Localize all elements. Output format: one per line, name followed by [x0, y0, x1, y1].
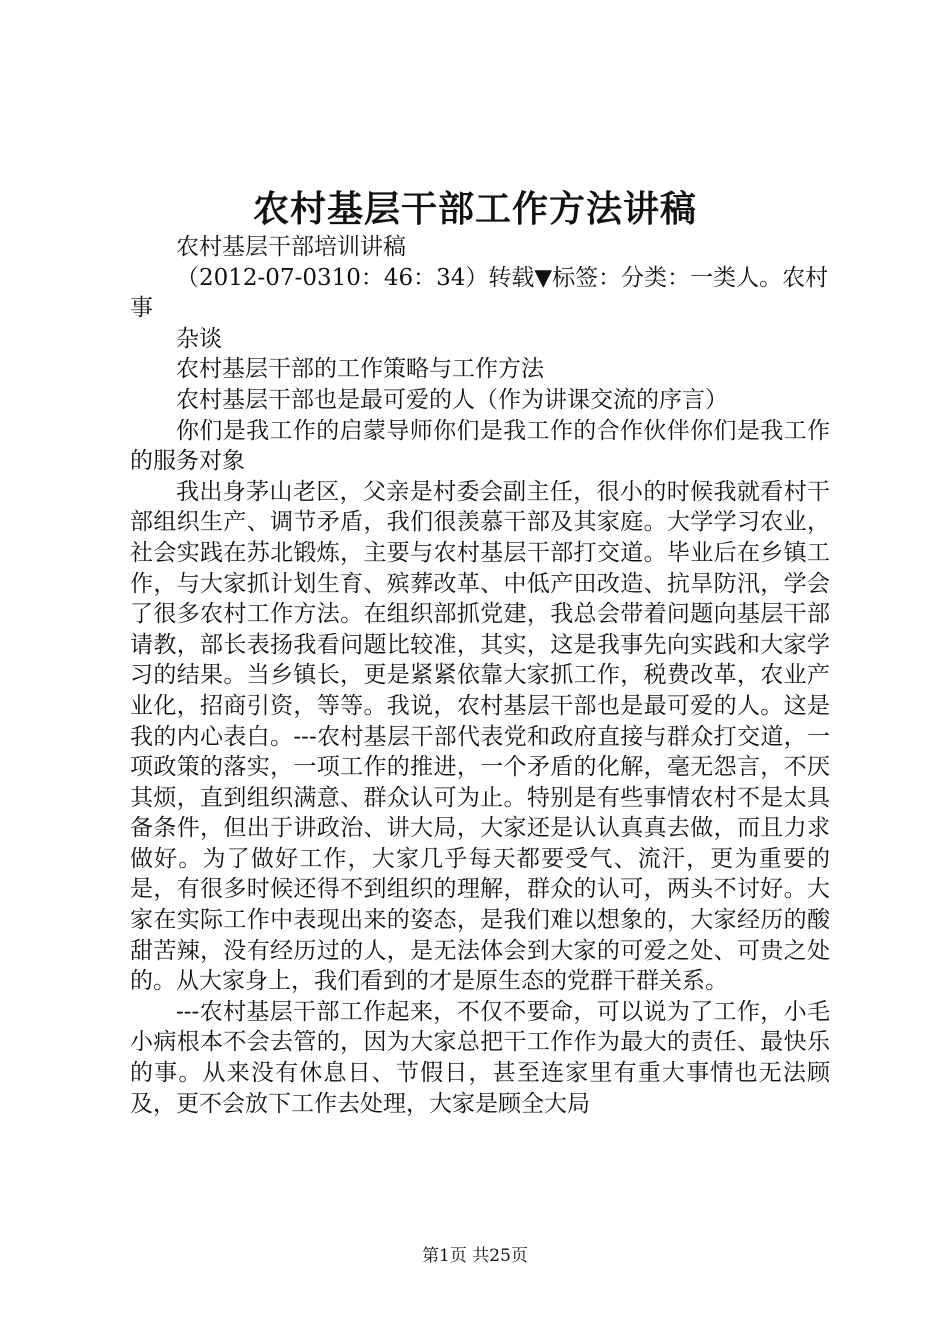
- paragraph: 农村基层干部培训讲稿: [176, 234, 406, 260]
- paragraph: 农村基层干部的工作策略与工作方法: [176, 356, 544, 383]
- paragraph: 农村基层干部也是最可爱的人（作为讲课交流的序言）: [176, 386, 728, 413]
- paragraph: （2012-07-0310：46：34）转载▼标签：分类：一类人。农村事: [130, 264, 829, 322]
- page-number: 第1页 共25页: [422, 1246, 528, 1266]
- paragraph: 你们是我工作的启蒙导师你们是我工作的合作伙伴你们是我工作的服务对象: [130, 417, 830, 475]
- paragraph: 杂谈: [176, 325, 222, 352]
- document-body: [130, 232, 830, 1119]
- paragraph: ---农村基层干部工作起来，不仅不要命，可以说为了工作，小毛小病根本不会去管的，因为大家总把干工作作为最大的责任、最快乐的事。从来没有休息日、节假日，甚至连家里有重大事情也无法顾及，更不会放下工作去处理，大家是顾全大局: [130, 998, 830, 1117]
- document-title: 农村基层干部工作方法讲稿: [252, 188, 697, 230]
- paragraph: 我出身茅山老区，父亲是村委会副主任，很小的时候我就看村干部组织生产、调节矛盾，我们很羡慕干部及其家庭。大学学习农业，社会实践在苏北锻炼，主要与农村基层干部打交道。毕业后在乡镇工作，与大家抓计划生育、殡葬改革、中低产田改造、抗旱防汛，学会了很多农村工作方法。在组织部抓党建，我总会带着问题向基层干部请教，部长表扬我看问题比较准，其实，这是我事先向实践和大家学习的结果。当乡镇长，更是紧紧依靠大家抓工作，税费改革，农业产业化，招商引资，等等。我说，农村基层干部也是最可爱的人。这是我的内心表白。---农村基层干部代表党和政府直接与群众打交道，一项政策的落实，一项工作的推进，一个矛盾的化解，毫无怨言，不厌其烦，直到组织满意、群众认可为止。特别是有些事情农村不是太具备条件，但出于讲政治、讲大局，大家还是认认真真去做，而且力求做好。为了做好工作，大家几乎每天都要受气、流汗，更为重要的是，有很多时候还得不到组织的理解，群众的认可，两头不讨好。大家在实际工作中表现出来的姿态，是我们难以想象的，大家经历的酸甜苦辣，没有经历过的人，是无法体会到大家的可爱之处、可贵之处的。从大家身上，我们看到的才是原生态的党群干群关系。: [130, 478, 830, 995]
